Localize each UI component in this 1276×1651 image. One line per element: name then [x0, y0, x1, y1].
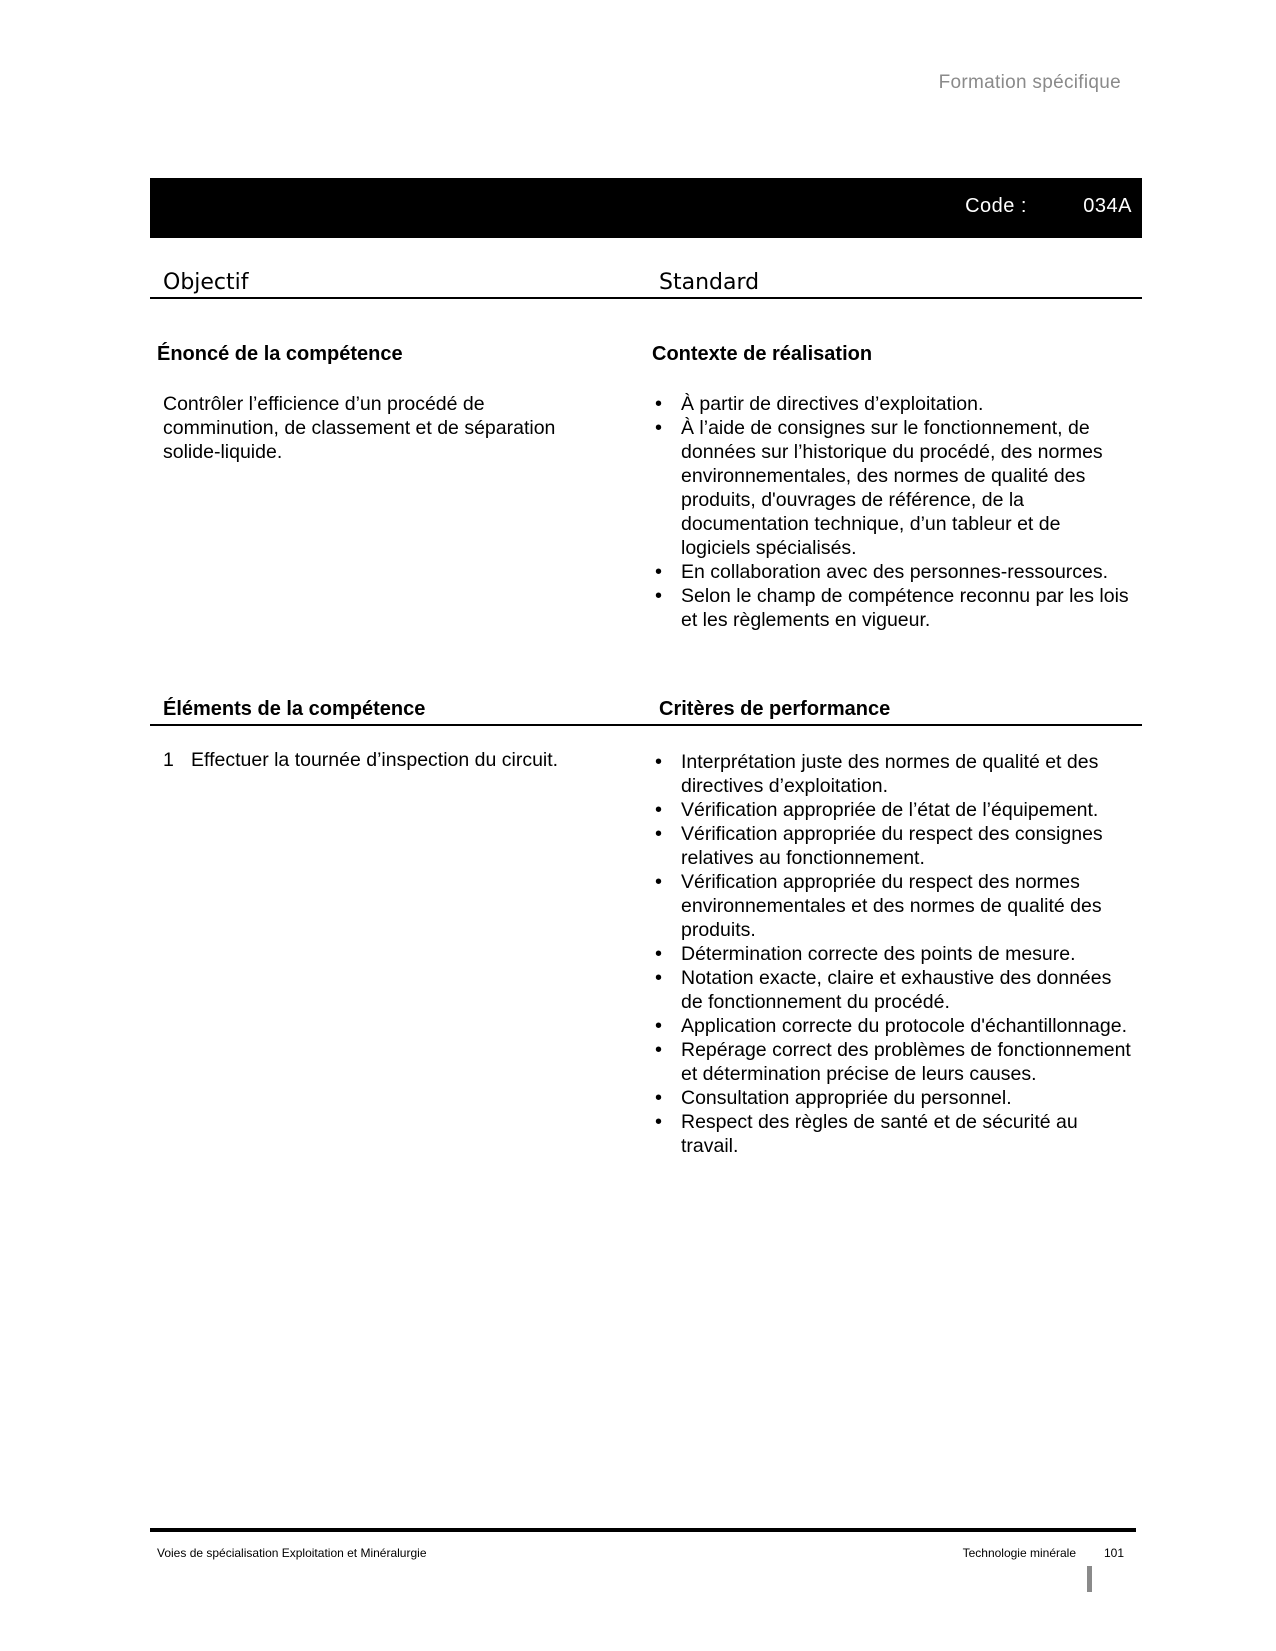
footer-rule [150, 1528, 1136, 1532]
contexte-item: • Selon le champ de compétence reconnu par les lois et les règlements en vigueur. [653, 584, 1133, 632]
criteres-list [653, 750, 1133, 1158]
element-number: 1 [163, 749, 174, 771]
critere-item: • Vérification appropriée du respect des consignes relatives au fonctionnement. [653, 822, 1133, 870]
code-bar [150, 178, 1142, 238]
critere-item: • Application correcte du protocole d'échantillonnage. [653, 1014, 1133, 1038]
enonce-text: Contrôler l’efficience d’un procédé de comminution, de classement et de séparation solide-liquide. [163, 393, 556, 463]
footer-left-text: Voies de spécialisation Exploitation et Minéralurgie [157, 1546, 427, 1560]
critere-item: • Détermination correcte des points de mesure. [653, 942, 1133, 966]
critere-item: • Respect des règles de santé et de sécurité au travail. [653, 1110, 1133, 1158]
header-rule [150, 297, 1142, 299]
element-text: Effectuer la tournée d’inspection du circuit. [191, 749, 559, 771]
section-rule [150, 724, 1142, 726]
element-item [163, 748, 558, 772]
critere-item: • Vérification appropriée du respect des normes environnementales et des normes de qualité des produits. [653, 870, 1133, 942]
page-number: 101 [1103, 1546, 1124, 1560]
column-heading-standard: Standard [659, 270, 760, 295]
contexte-item: • En collaboration avec des personnes-ressources. [653, 560, 1133, 584]
critere-item: • Notation exacte, claire et exhaustive des données de fonctionnement du procédé. [653, 966, 1133, 1014]
critere-item: • Repérage correct des problèmes de fonctionnement et détermination précise de leurs causes. [653, 1038, 1133, 1086]
contexte-item: • À l’aide de consignes sur le fonctionnement, de données sur l’historique du procédé, des normes environnementales, des normes de qualité des produits, d'ouvrages de référence, de la documentation technique, d’un tableur et de logiciels spécialisés. [653, 416, 1133, 560]
criteres-title: Critères de performance [659, 698, 891, 720]
contexte-title: Contexte de réalisation [652, 343, 873, 365]
elements-title: Éléments de la compétence [163, 698, 426, 720]
column-heading-objectif: Objectif [163, 270, 249, 295]
running-head: Formation spécifique [938, 72, 1121, 93]
code-value: 034A [1083, 195, 1132, 217]
contexte-item: • À partir de directives d’exploitation. [653, 392, 1133, 416]
footer-document-title: Technologie minérale [962, 1546, 1076, 1560]
critere-item: • Interprétation juste des normes de qualité et des directives d’exploitation. [653, 750, 1133, 798]
enonce-title: Énoncé de la compétence [157, 343, 403, 365]
footer-mark [1087, 1566, 1092, 1592]
critere-item: • Vérification appropriée de l’état de l’équipement. [653, 798, 1133, 822]
code-label: Code : [965, 195, 1027, 217]
contexte-list [653, 392, 1133, 632]
critere-item: • Consultation appropriée du personnel. [653, 1086, 1133, 1110]
